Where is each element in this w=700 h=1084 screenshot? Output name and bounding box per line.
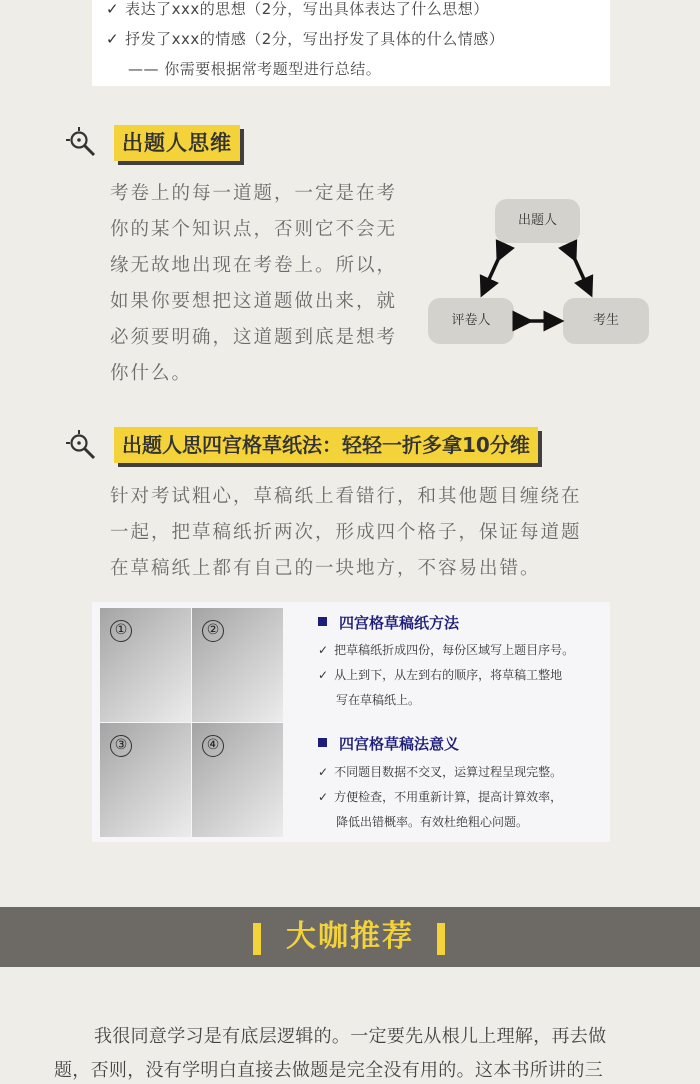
node-student: 考生 [563, 298, 649, 344]
method-heading-text: 四宫格草稿纸方法 [339, 614, 460, 632]
paragraph-line: 你什么。 [110, 363, 193, 384]
grid-cell-1 [100, 608, 191, 722]
method-item-text: 把草稿纸折成四份，每份区域写上题目序号。 [334, 643, 575, 657]
summary-card [92, 0, 610, 86]
cell-number: ④ [202, 735, 224, 757]
method-item [318, 638, 574, 663]
paragraph-line: 考卷上的每一道题，一定是在考 [110, 183, 398, 204]
section1-paragraph [110, 176, 420, 392]
check-icon: ✓ [106, 0, 120, 18]
double-arrow-icon [428, 195, 650, 345]
meaning-heading-text: 四宫格草稿法意义 [339, 735, 460, 753]
method-item-continued: 写在草稿纸上。 [336, 693, 421, 707]
section2-paragraph [110, 479, 630, 587]
grid-method-card [92, 602, 610, 842]
node-grader: 评卷人 [428, 298, 514, 344]
cell-number: ② [202, 620, 224, 642]
meaning-item [318, 760, 562, 785]
meaning-item [318, 785, 562, 810]
recommendation-quote [54, 1020, 700, 1084]
square-bullet-icon [318, 617, 327, 626]
paragraph-line: 缘无故地出现在考卷上。所以， [110, 255, 398, 276]
check-icon: ✓ [106, 30, 120, 48]
paragraph-line: 你的某个知识点，否则它不会无 [110, 219, 398, 240]
cell-number: ① [110, 620, 132, 642]
paragraph-line: 一起，把草稿纸折两次，形成四个格子，保证每道题 [110, 522, 582, 543]
paragraph-line: 针对考试粗心，草稿纸上看错行，和其他题目缠绕在 [110, 486, 582, 507]
summary-line-thought [106, 0, 489, 19]
method-item-text: 从上到下，从左到右的顺序，将草稿工整地 [334, 668, 563, 682]
paragraph-line: 在草稿纸上都有自己的一块地方，不容易出错。 [110, 558, 541, 579]
grid-cell-2 [192, 608, 283, 722]
magnifier-crosshair-icon [64, 125, 98, 159]
check-icon: ✓ [318, 790, 329, 804]
check-icon: ✓ [318, 765, 329, 779]
method-heading [318, 612, 459, 633]
summary-line-emotion [106, 28, 504, 49]
grid-cell-3 [100, 723, 191, 837]
cell-number: ③ [110, 735, 132, 757]
summary-line-text: 表达了xxx的思想（2分，写出具体表达了什么思想） [125, 0, 489, 18]
meaning-item-text: 方便检查，不用重新计算，提高计算效率， [334, 790, 563, 804]
grid-cell-4 [192, 723, 283, 837]
banner-title: 大咖推荐 [286, 919, 414, 954]
banner-bar-right [437, 923, 445, 955]
section-title-examiner-thinking: 出题人思维 [114, 125, 240, 161]
check-icon: ✓ [318, 668, 329, 682]
meaning-item-continued: 降低出错概率。有效杜绝粗心问题。 [336, 815, 529, 829]
node-question-setter: 出题人 [495, 199, 580, 243]
square-bullet-icon [318, 738, 327, 747]
recommendation-banner [0, 907, 700, 967]
magnifier-crosshair-icon [64, 428, 98, 462]
section-title-grid-method: 出题人思四宫格草纸法：轻轻一折多拿10分维 [114, 427, 538, 463]
summary-line-text: 抒发了xxx的情感（2分，写出抒发了具体的什么情感） [125, 30, 505, 48]
relationship-diagram [428, 195, 650, 345]
summary-note: —— 你需要根据常考题型进行总结。 [128, 60, 382, 78]
method-item [318, 663, 562, 688]
meaning-item-text: 不同题目数据不交叉，运算过程呈现完整。 [334, 765, 563, 779]
paragraph-line: 如果你要想把这道题做出来，就 [110, 291, 398, 312]
paragraph-line: 必须要明确，这道题到底是想考 [110, 327, 398, 348]
quote-line: 题，否则，没有学明白直接去做题是完全没有用的。这本书所讲的三 [54, 1060, 603, 1081]
quote-line: 我很同意学习是有底层逻辑的。一定要先从根儿上理解，再去做 [94, 1026, 607, 1047]
meaning-heading [318, 733, 459, 754]
check-icon: ✓ [318, 643, 329, 657]
